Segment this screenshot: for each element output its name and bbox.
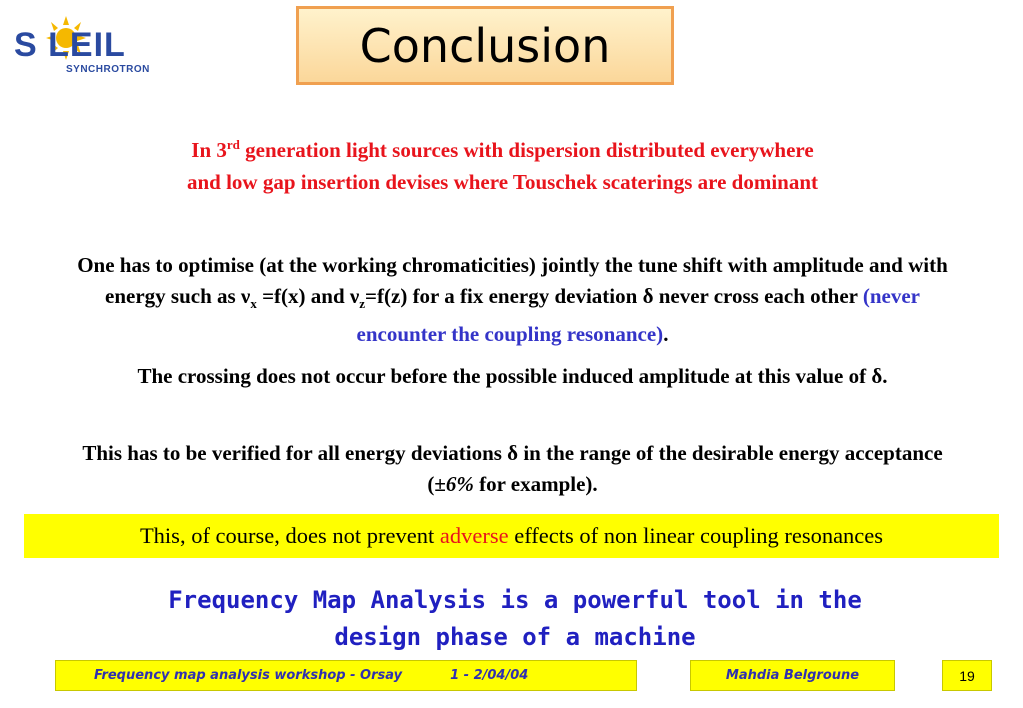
- intro-prefix: In 3: [191, 138, 227, 162]
- nu-subscript-z: z: [359, 296, 366, 312]
- page-number-label: 19: [959, 667, 975, 684]
- p3-text-a: This has to be verified for all energy deviations δ in the range of the desirable energy acceptance (: [82, 441, 943, 496]
- p1-text-a: One has to optimise (at the working chromaticities) jointly the tune shift with amplitude and with energy such as: [77, 253, 948, 308]
- intro-paragraph: [180, 129, 825, 198]
- footer-workshop: [55, 660, 637, 691]
- p1-blue-note: (never encounter the coupling resonance): [356, 284, 920, 347]
- nu-symbol: ν: [349, 284, 360, 308]
- paragraph-crossing: The crossing does not occur before the possible induced amplitude at this value of δ.: [137, 364, 888, 388]
- paragraph-verification: [60, 438, 965, 500]
- intro-rest: generation light sources with dispersion distributed everywhere and low gap insertion devises where Touschek scaterings are dominant: [186, 138, 819, 194]
- delta-symbol: δ: [642, 284, 654, 308]
- highlight-text-a: This, of course, does not prevent: [139, 523, 435, 548]
- fma-statement: Frequency Map Analysis is a powerful tool in the design phase of a machine: [168, 586, 862, 651]
- p3-text-b: for example).: [473, 472, 598, 496]
- paragraph-optimise: [60, 250, 965, 350]
- page-number: [942, 660, 992, 691]
- p1-text-d: never cross each other: [653, 284, 863, 308]
- highlight-bar: [24, 514, 999, 558]
- page-title: Conclusion: [359, 18, 611, 73]
- intro-sup: rd: [226, 137, 240, 152]
- p1-text-b: =f(x) and: [256, 284, 350, 308]
- footer-author: [690, 660, 895, 691]
- p1-end: .: [663, 322, 669, 347]
- p3-acceptance: ±6%: [434, 472, 474, 496]
- nu-symbol: ν: [240, 284, 251, 308]
- footer-date: 1 - 2/04/04: [450, 668, 529, 683]
- soleil-logo: [14, 12, 179, 82]
- highlight-text-b: effects of non linear coupling resonances: [514, 523, 884, 548]
- title-box: [296, 6, 674, 85]
- p1-text-c: =f(z) for a fix energy deviation: [365, 284, 643, 308]
- logo-subtitle: SYNCHROTRON: [66, 64, 150, 75]
- highlight-adverse: adverse: [439, 523, 509, 548]
- footer-workshop-label: Frequency map analysis workshop - Orsay: [94, 668, 403, 683]
- logo-wordmark: S LEIL: [14, 26, 126, 64]
- nu-subscript-x: x: [250, 296, 257, 312]
- footer-author-label: Mahdia Belgroune: [725, 668, 860, 683]
